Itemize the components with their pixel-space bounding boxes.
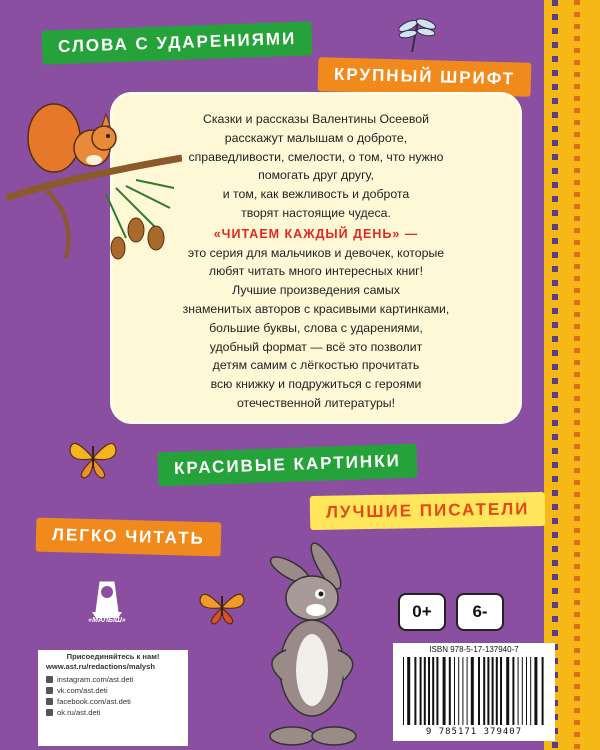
description-line: и том, как вежливость и доброта <box>222 187 410 202</box>
barcode-bar <box>449 657 451 725</box>
barcode-bar <box>518 657 519 725</box>
social-link-instagram[interactable] <box>38 674 188 685</box>
description-line: отечественной литературы! <box>236 395 396 410</box>
description-line: справедливости, смелости, о том, что нужно <box>188 149 444 164</box>
website-link[interactable]: www.ast.ru/redactions/malysh <box>46 662 156 671</box>
barcode-bar <box>534 657 537 725</box>
description-line: Сказки и рассказы Валентины Осеевой <box>203 112 429 126</box>
stripe-dots-secondary <box>574 0 580 750</box>
barcode-bar <box>454 657 455 725</box>
butterfly-icon <box>66 432 120 482</box>
social-heading: Присоединяйтесь к нам! <box>66 652 160 661</box>
barcode-number: 9 785171 379407 <box>425 727 523 737</box>
barcode-bar <box>436 657 438 725</box>
label-stressed-words: СЛОВА С УДАРЕНИЯМИ <box>41 21 312 64</box>
barcode-bar <box>542 657 544 725</box>
barcode-bar <box>522 657 523 725</box>
description-line: всю книжку и подружиться с героями <box>210 377 422 392</box>
barcode-bar <box>487 657 489 725</box>
barcode-block <box>393 643 555 741</box>
barcode-bar <box>424 657 426 725</box>
social-link-text: instagram.com/ast.deti <box>57 675 134 684</box>
description-line: расскажут малышам о доброте, <box>224 130 408 145</box>
label-beautiful-pictures: КРАСИВЫЕ КАРТИНКИ <box>157 443 417 486</box>
age-limit-badge: 6- <box>456 593 504 631</box>
social-link-text: vk.com/ast.deti <box>57 686 108 695</box>
barcode-bar <box>530 657 531 725</box>
description-line: знаменитых авторов с красивыми картинками, <box>182 301 450 316</box>
barcode-bar <box>462 657 463 725</box>
label-large-font: КРУПНЫЙ ШРИФТ <box>318 57 532 97</box>
social-link-text: facebook.com/ast.deti <box>57 697 131 706</box>
social-links-block <box>38 650 188 746</box>
barcode-bar <box>471 657 474 725</box>
barcode-bar <box>512 657 514 725</box>
barcode-bar <box>478 657 480 725</box>
description-line: большие буквы, слова с ударениями, <box>209 320 423 335</box>
barcode-bar <box>443 657 446 725</box>
barcode-bar <box>492 657 494 725</box>
social-link-ok[interactable] <box>38 707 188 718</box>
decorative-side-stripe <box>544 0 600 750</box>
barcode-bar <box>403 657 404 725</box>
barcode-bar <box>428 657 430 725</box>
social-link-vk[interactable] <box>38 685 188 696</box>
hare-illustration <box>256 540 376 750</box>
barcode-bar <box>496 657 498 725</box>
barcode-bar <box>407 657 410 725</box>
social-link-text: ok.ru/ast.deti <box>57 708 101 717</box>
barcode-bar <box>432 657 434 725</box>
description-line: детям самим с лёгкостью прочитать <box>212 358 420 373</box>
instagram-icon <box>46 676 53 683</box>
description-line: творят настоящие чудеса. <box>241 205 391 220</box>
butterfly-icon <box>196 584 248 628</box>
isbn-text: ISBN 978-5-17-137940-7 <box>429 645 519 654</box>
dragonfly-icon <box>394 12 438 56</box>
barcode-bar <box>526 657 527 725</box>
barcode-bar <box>414 657 416 725</box>
barcode-bar <box>458 657 459 725</box>
barcode-icon <box>401 657 547 725</box>
description-line: помогать друг другу, <box>258 168 374 183</box>
barcode-bar <box>500 657 502 725</box>
description-line: любят читать много интересных книг! <box>208 264 424 279</box>
label-best-writers: ЛУЧШИЕ ПИСАТЕЛИ <box>310 492 546 530</box>
description-line: Лучшие произведения самых <box>232 283 400 298</box>
ok-icon <box>46 709 53 716</box>
description-text <box>120 110 512 413</box>
barcode-bar <box>420 657 422 725</box>
vk-icon <box>46 687 53 694</box>
publisher-logo-text: «МАЛЫШ» <box>88 617 126 624</box>
description-line: это серия для мальчиков и девочек, которые <box>187 245 445 260</box>
description-line: удобный формат — всё это позволит <box>209 339 423 354</box>
social-link-facebook[interactable] <box>38 696 188 707</box>
barcode-bar <box>467 657 468 725</box>
label-easy-reading: ЛЕГКО ЧИТАТЬ <box>36 518 222 557</box>
facebook-icon <box>46 698 53 705</box>
series-title: «ЧИТАЕМ КАЖДЫЙ ДЕНЬ» — <box>213 226 419 241</box>
stripe-dots <box>552 0 558 750</box>
age-rating-badge: 0+ <box>398 593 446 631</box>
barcode-bar <box>483 657 485 725</box>
barcode-bar <box>506 657 509 725</box>
